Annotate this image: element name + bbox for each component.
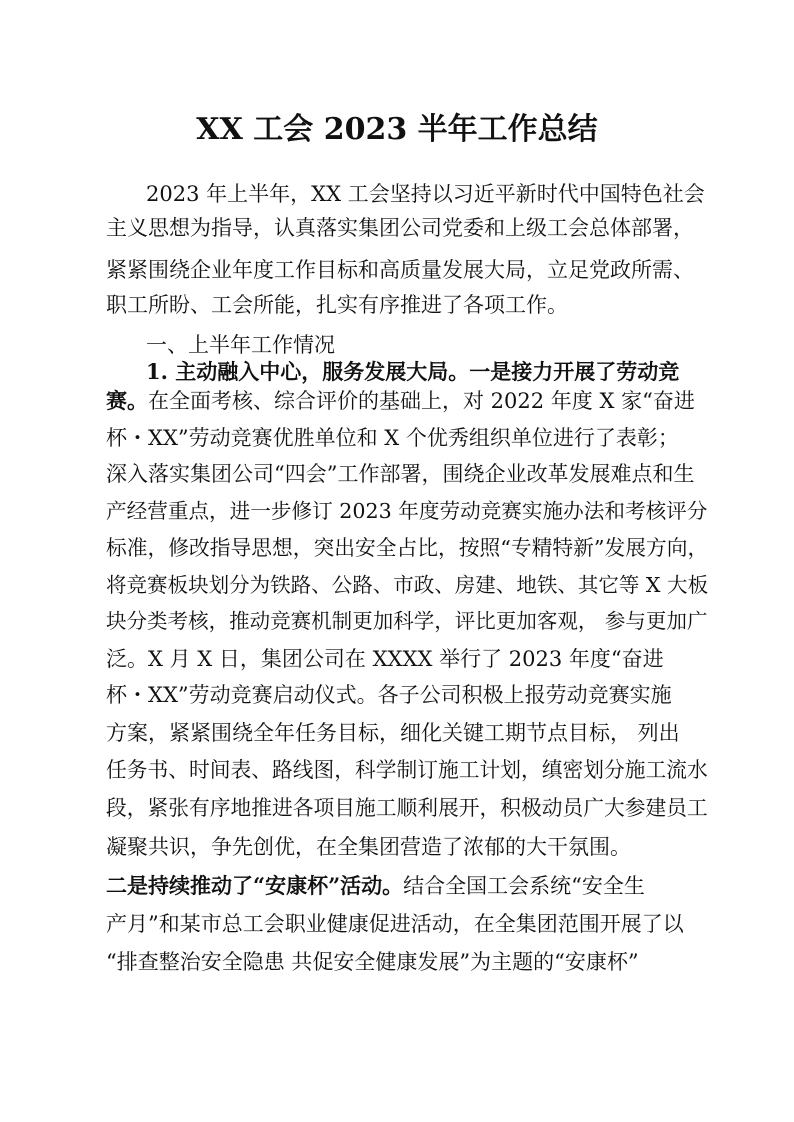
paragraph-line bbox=[106, 719, 680, 747]
paragraph-line bbox=[106, 948, 639, 976]
text-segment: 结合全国工会系统“安全生 bbox=[403, 874, 645, 898]
paragraph-line bbox=[106, 833, 631, 861]
text-segment: 泛。X 月 X 日，集团公司在 XXXX 举行了 2023 年度“奋进 bbox=[106, 647, 664, 671]
paragraph-line bbox=[106, 794, 708, 822]
paragraph-line bbox=[106, 497, 707, 525]
text-segment: 紧紧围绕企业年度工作目标和高质量发展大局，立足党政所需、 bbox=[106, 258, 694, 282]
paragraph-line bbox=[106, 460, 694, 488]
bold-text-segment: 1. 主动融入中心，服务发展大局。一是接力开展了劳动竞 bbox=[146, 359, 680, 384]
text-segment: 主义思想为指导，认真落实集团公司党委和上级工会总体部署， bbox=[106, 216, 694, 240]
text-segment: 任务书、时间表、路线图，科学制订施工计划，缜密划分施工流水 bbox=[106, 758, 708, 782]
text-segment: 段，紧张有序地推进各项目施工顺利展开，积极动员广大参建员工 bbox=[106, 796, 708, 820]
paragraph-line bbox=[106, 645, 664, 673]
text-segment: 杯・XX”劳动竞赛优胜单位和 X 个优秀组织单位进行了表彰； bbox=[106, 426, 679, 450]
text-segment: 凝聚共识，争先创优，在全集团营造了浓郁的大干氛围。 bbox=[106, 835, 631, 859]
paragraph-line bbox=[106, 910, 684, 938]
paragraph-line bbox=[106, 214, 694, 242]
text-segment: 职工所盼、工会所能，扎实有序推进了各项工作。 bbox=[106, 293, 568, 317]
text-segment: 2023 年上半年，XX 工会坚持以习近平新时代中国特色社会 bbox=[146, 182, 705, 206]
text-segment: 方案，紧紧围绕全年任务目标，细化关键工期节点目标， 列出 bbox=[106, 721, 680, 745]
paragraph-line bbox=[106, 571, 708, 599]
paragraph-line bbox=[106, 424, 679, 452]
document-title: XX 工会 2023 半年工作总结 bbox=[196, 112, 598, 147]
paragraph-line bbox=[146, 358, 679, 386]
text-segment: 深入落实集团公司“四会”工作部署，围绕企业改革发展难点和生 bbox=[106, 462, 695, 486]
bold-text-segment: 赛。 bbox=[106, 388, 148, 413]
bold-text-segment: 二是持续推动了“安康杯”活动。 bbox=[106, 873, 404, 898]
text-segment: 标准，修改指导思想，突出安全占比，按照“专精特新”发展方向， bbox=[106, 536, 709, 560]
text-segment: 产月”和某市总工会职业健康促进活动，在全集团范围开展了以 bbox=[106, 912, 684, 936]
paragraph-line bbox=[106, 607, 707, 635]
paragraph-line bbox=[106, 756, 708, 784]
paragraph-line bbox=[106, 387, 695, 415]
paragraph-line bbox=[106, 256, 694, 284]
paragraph-line bbox=[106, 872, 645, 900]
text-segment: 在全面考核、综合评价的基础上，对 2022 年度 X 家“奋进 bbox=[148, 389, 695, 413]
text-segment: 产经营重点，进一步修订 2023 年度劳动竞赛实施办法和考核评分 bbox=[106, 499, 708, 523]
paragraph-line bbox=[106, 534, 708, 562]
paragraph-line bbox=[106, 291, 568, 319]
text-segment: 杯・XX”劳动竞赛启动仪式。各子公司积极上报劳动竞赛实施 bbox=[106, 683, 672, 707]
text-segment: 块分类考核，推动竞赛机制更加科学，评比更加客观， 参与更加广 bbox=[106, 609, 708, 633]
text-segment: 将竞赛板块划分为铁路、公路、市政、房建、地铁、其它等 X 大板 bbox=[106, 573, 709, 597]
text-segment: “排查整治安全隐患 共促安全健康发展”为主题的“安康杯” bbox=[106, 950, 639, 974]
text-segment: 一、上半年工作情况 bbox=[146, 333, 335, 357]
paragraph-line bbox=[106, 681, 672, 709]
paragraph-line bbox=[146, 180, 705, 208]
paragraph-line bbox=[146, 331, 335, 359]
